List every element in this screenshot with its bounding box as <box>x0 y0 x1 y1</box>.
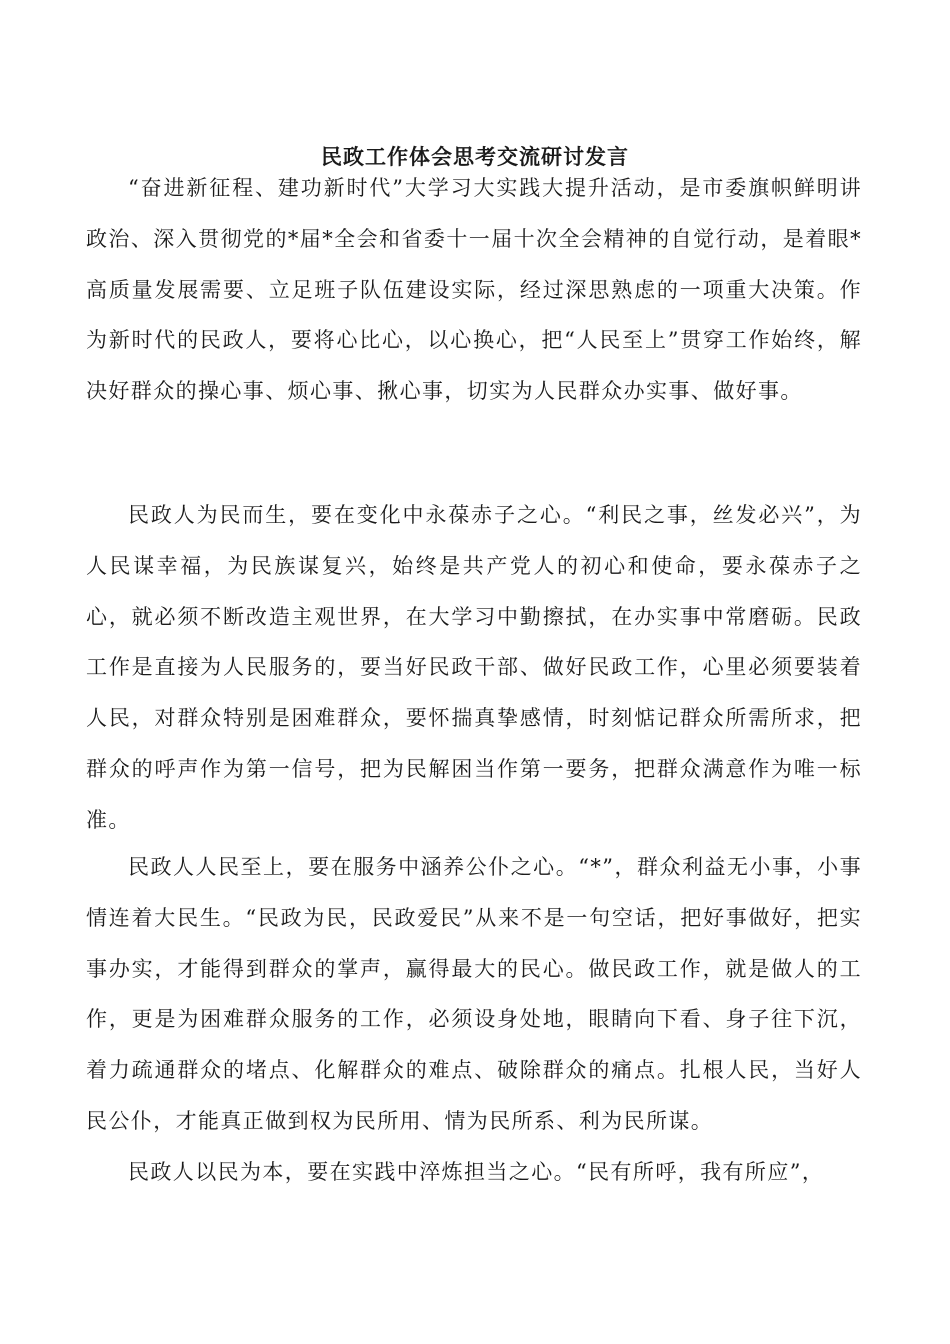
paragraph-2: 民政人为民而生，要在变化中永葆赤子之心。“利民之事，丝发必兴”，为人民谋幸福，为民族谋复兴，始终是共产党人的初心和使命，要永葆赤子之心，就必须不断改造主观世界，在大学习中勤擦拭，在办实事中常磨砺。民政工作是直接为人民服务的，要当好民政干部、做好民政工作，心里必须要装着人民，对群众特别是困难群众，要怀揣真挚感情，时刻惦记群众所需所求，把群众的呼声作为第一信号，把为民解困当作第一要务，把群众满意作为唯一标准。 <box>86 503 862 832</box>
paragraph-3: 民政人人民至上，要在服务中涵养公仆之心。“*”，群众利益无小事，小事情连着大民生。“民政为民，民政爱民”从来不是一句空话，把好事做好，把实事办实，才能得到群众的掌声，赢得最大的民心。做民政工作，就是做人的工作，更是为困难群众服务的工作，必须设身处地，眼睛向下看、身子往下沉，着力疏通群众的堵点、化解群众的难点、破除群众的痛点。扎根人民，当好人民公仆，才能真正做到权为民所用、情为民所系、利为民所谋。 <box>86 855 862 1133</box>
document-title: 民政工作体会思考交流研讨发言 <box>321 144 629 169</box>
paragraph-1: “奋进新征程、建功新时代”大学习大实践大提升活动，是市委旗帜鲜明讲政治、深入贯彻党的*届*全会和省委十一届十次全会精神的自觉行动，是着眼*高质量发展需要、立足班子队伍建设实际，经过深思熟虑的一项重大决策。作为新时代的民政人，要将心比心，以心换心，把“人民至上”贯穿工作始终，解决好群众的操心事、烦心事、揪心事，切实为人民群众办实事、做好事。 <box>86 176 862 404</box>
paragraph-4: 民政人以民为本，要在实践中淬炼担当之心。“民有所呼，我有所应”， <box>128 1160 825 1184</box>
